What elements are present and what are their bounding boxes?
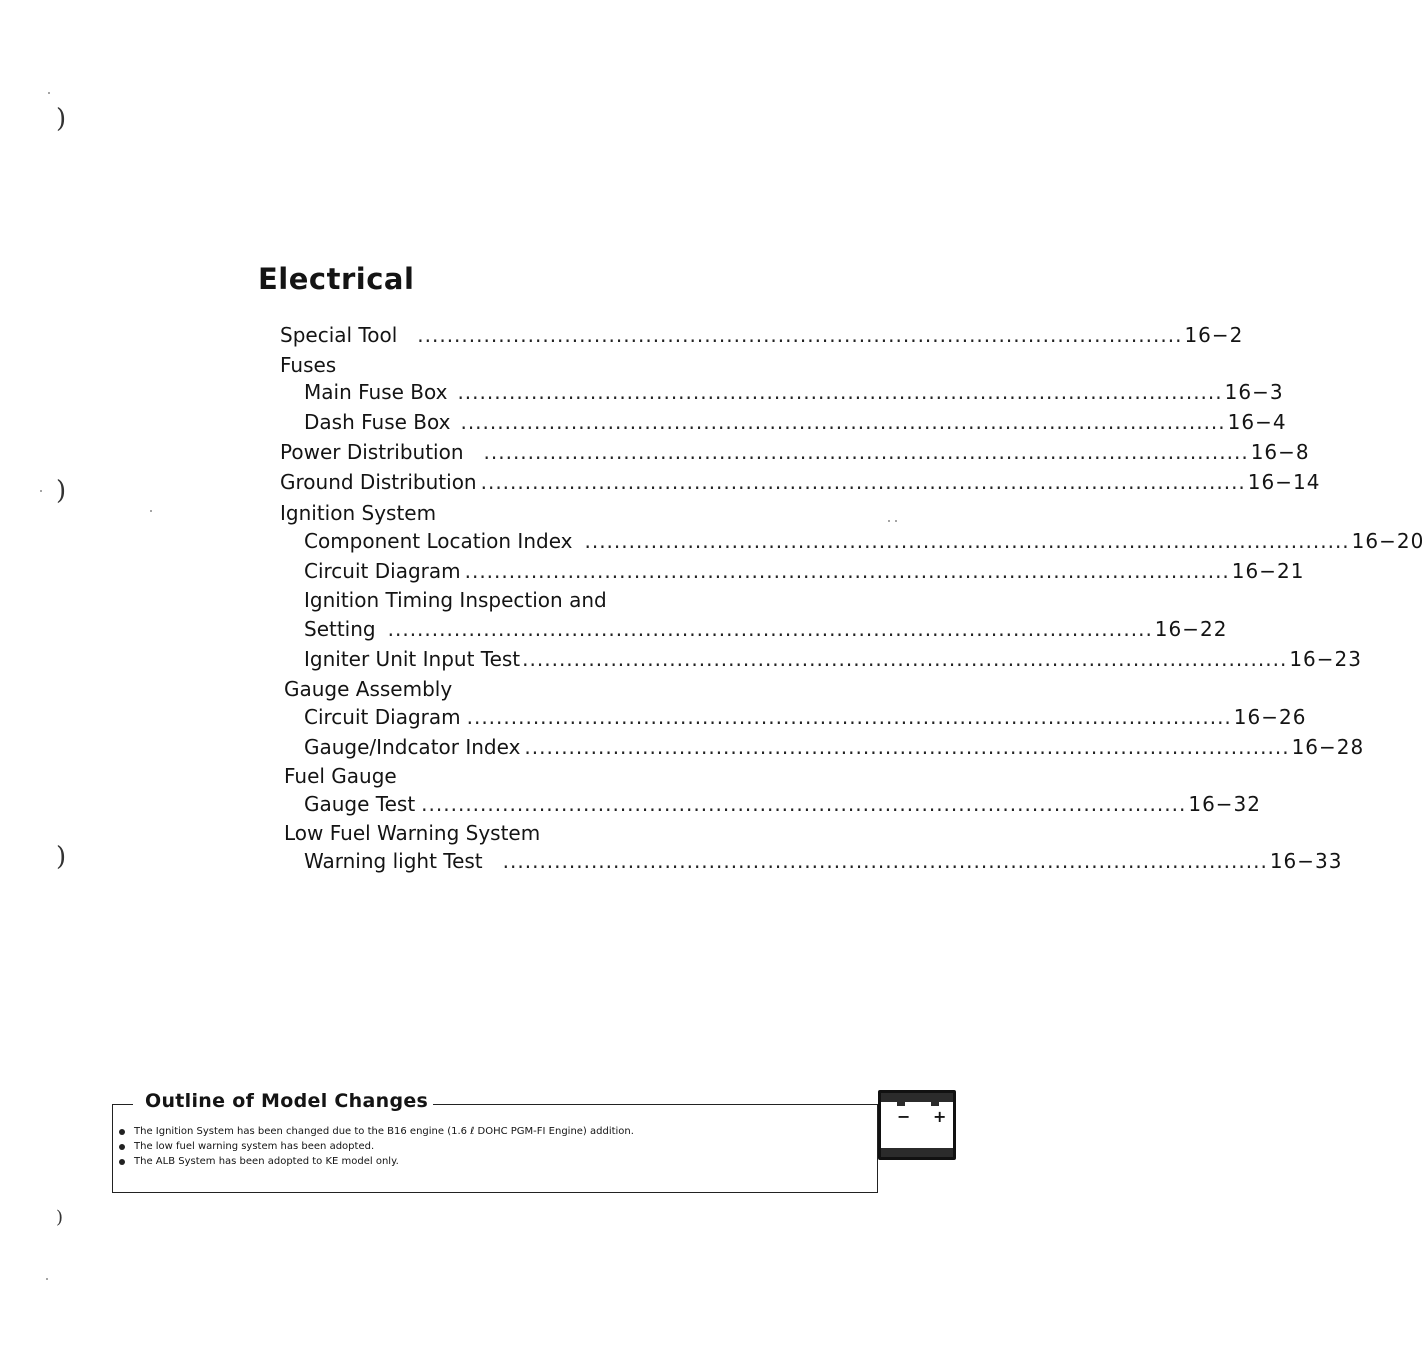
toc-entry-label: Main Fuse Box <box>304 380 448 404</box>
toc-entry-label: Dash Fuse Box <box>304 410 451 434</box>
scan-speck <box>48 92 50 94</box>
toc-heading-label: Low Fuel Warning System <box>284 821 541 845</box>
toc-entry-ignition-timing-line1 <box>304 588 607 618</box>
toc-entry-page: 16−28 <box>1291 735 1365 759</box>
toc-entry-label: Circuit Diagram <box>304 559 461 583</box>
toc-leader-dots: ........................................................................................................ <box>524 735 1290 759</box>
toc-leader-dots: ........................................................................................................ <box>466 705 1232 729</box>
toc-entry-page: 16−21 <box>1231 559 1305 583</box>
scan-speck <box>150 510 152 512</box>
toc-entry-label: Warning light Test <box>304 849 483 873</box>
outline-change-text: The low fuel warning system has been adopted. <box>134 1141 375 1152</box>
toc-entry-warning-light-test <box>304 849 1343 879</box>
outline-change-list <box>119 1124 634 1169</box>
toc-entry-label: Circuit Diagram <box>304 705 461 729</box>
toc-entry-gauge-test <box>304 792 1261 822</box>
bullet-icon <box>119 1159 125 1165</box>
toc-heading-label: Gauge Assembly <box>284 677 453 701</box>
toc-entry-gauge-circuit-diagram <box>304 705 1307 735</box>
toc-entry-label: Power Distribution <box>280 440 464 464</box>
battery-minus-icon: − <box>897 1107 911 1126</box>
battery-icon-terminal-left <box>897 1098 905 1106</box>
scan-speck <box>40 490 42 492</box>
toc-heading-low-fuel-warning-system <box>284 821 540 851</box>
battery-plus-icon: + <box>933 1107 947 1126</box>
scan-speck <box>46 1278 48 1280</box>
toc-heading-fuel-gauge <box>284 764 397 794</box>
toc-leader-dots: ........................................................................................................ <box>464 559 1230 583</box>
toc-entry-power-distribution <box>280 440 1310 470</box>
toc-entry-label: Ground Distribution <box>280 470 477 494</box>
scan-mark-lower: ) <box>56 842 67 872</box>
toc-leader-dots: ........................................................................................................ <box>417 323 1183 347</box>
outline-top-rule-left <box>113 1104 133 1105</box>
outline-change-item <box>119 1124 634 1139</box>
outline-change-text: The Ignition System has been changed due to the B16 engine (1.6 ℓ DOHC PGM-FI Engine) addition. <box>134 1126 634 1137</box>
toc-entry-label: Component Location Index <box>304 529 573 553</box>
bullet-icon <box>119 1129 125 1135</box>
toc-entry-component-location-index <box>304 529 1424 559</box>
toc-leader-dots: ........................................................................................................ <box>480 470 1246 494</box>
toc-entry-page: 16−22 <box>1154 617 1228 641</box>
bullet-icon <box>119 1144 125 1150</box>
outline-of-model-changes-box <box>112 1090 878 1193</box>
scan-speck <box>895 520 897 522</box>
toc-entry-label: Gauge Test <box>304 792 416 816</box>
toc-entry-page: 16−33 <box>1269 849 1343 873</box>
scan-mark-mid: ) <box>56 476 67 506</box>
scan-mark-bottom: ) <box>56 1207 64 1228</box>
outline-top-rule-right <box>433 1104 877 1105</box>
outline-change-text: The ALB System has been adopted to KE model only. <box>134 1156 399 1167</box>
toc-heading-label: Ignition System <box>280 501 437 525</box>
toc-entry-page: 16−20 <box>1351 529 1424 553</box>
toc-entry-page: 16−4 <box>1227 410 1287 434</box>
toc-entry-page: 16−8 <box>1250 440 1310 464</box>
toc-leader-dots: ........................................................................................................ <box>584 529 1350 553</box>
toc-leader-dots: ........................................................................................................ <box>387 617 1153 641</box>
toc-leader-dots: ........................................................................................................ <box>457 380 1223 404</box>
toc-entry-label: Ignition Timing Inspection and <box>304 588 607 612</box>
toc-entry-page: 16−23 <box>1289 647 1362 671</box>
toc-entry-label: Igniter Unit Input Test <box>304 647 521 671</box>
toc-entry-page: 16−26 <box>1233 705 1307 729</box>
outline-change-item <box>119 1154 634 1169</box>
battery-icon-top-band <box>881 1093 953 1102</box>
toc-entry-label: Setting <box>304 617 376 641</box>
outline-change-item <box>119 1139 634 1154</box>
toc-entry-setting <box>304 617 1228 647</box>
page-title: Electrical <box>258 262 415 296</box>
toc-entry-page: 16−32 <box>1188 792 1261 816</box>
scan-mark-top: ) <box>56 104 67 134</box>
outline-title: Outline of Model Changes <box>145 1090 429 1112</box>
toc-leader-dots: ........................................................................................................ <box>460 410 1226 434</box>
toc-entry-page: 16−14 <box>1247 470 1321 494</box>
toc-leader-dots: ........................................................................................................ <box>522 647 1288 671</box>
toc-entry-page: 16−3 <box>1224 380 1284 404</box>
toc-entry-main-fuse-box <box>304 380 1284 410</box>
battery-icon-terminal-right <box>931 1098 939 1106</box>
toc-entry-label: Gauge/Indcator Index <box>304 735 521 759</box>
scan-speck <box>888 520 890 522</box>
toc-entry-gauge-indicator-index <box>304 735 1365 765</box>
toc-leader-dots: ........................................................................................................ <box>483 440 1249 464</box>
toc-entry-special-tool <box>280 323 1243 353</box>
battery-section-tab-icon <box>878 1090 956 1160</box>
toc-leader-dots: ........................................................................................................ <box>421 792 1187 816</box>
toc-entry-ground-distribution <box>280 470 1321 500</box>
toc-entry-page: 16−2 <box>1184 323 1244 347</box>
toc-heading-label: Fuel Gauge <box>284 764 397 788</box>
toc-heading-ignition-system <box>280 501 436 531</box>
battery-icon-bottom-band <box>881 1148 953 1157</box>
toc-entry-label: Special Tool <box>280 323 398 347</box>
toc-leader-dots: ........................................................................................................ <box>502 849 1268 873</box>
toc-entry-dash-fuse-box <box>304 410 1287 440</box>
toc-entry-igniter-unit-input-test <box>304 647 1362 677</box>
toc-heading-gauge-assembly <box>284 677 452 707</box>
toc-heading-label: Fuses <box>280 353 337 377</box>
toc-heading-fuses <box>280 353 336 383</box>
toc-entry-ignition-circuit-diagram <box>304 559 1305 589</box>
